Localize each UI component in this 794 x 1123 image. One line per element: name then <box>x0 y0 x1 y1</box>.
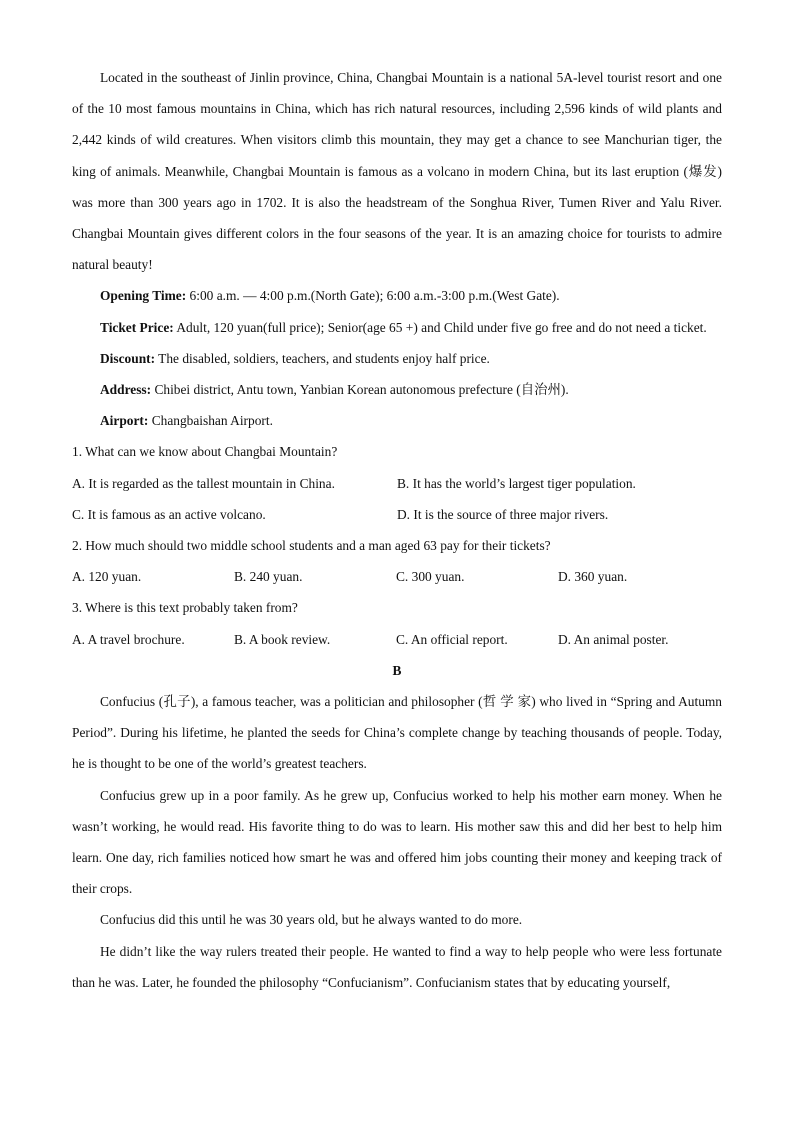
passage-b-paragraph-4: He didn’t like the way rulers treated their people. He wanted to find a way to help people who were less fortunate than he was. Later, he founded the philosophy “Confucianism”. Confucianism states that by educating yourself, <box>72 943 722 990</box>
opening-time-label: Opening Time: <box>100 288 187 304</box>
question-2-stem: 2. How much should two middle school students and a man aged 63 pay for their tickets? <box>72 538 551 554</box>
opening-time-value: 6:00 a.m. — 4:00 p.m.(North Gate); 6:00 a.m.-3:00 p.m.(West Gate). <box>186 288 560 304</box>
question-3-option-c: C. An official report. <box>396 631 508 647</box>
question-2-options <box>72 561 722 592</box>
question-3-option-d: D. An animal poster. <box>558 631 669 647</box>
passage-a-paragraph: Located in the southeast of Jinlin province, China, Changbai Mountain is a national 5A-level tourist resort and one of the 10 most famous mountains in China, which has rich natural resources, including 2,596 kinds of wild plants and 2,442 kinds of wild creatures. When visitors climb this mountain, they may get a chance to see Manchurian tiger, the king of animals. Meanwhile, Changbai Mountain is famous as a volcano in modern China, but its last eruption (爆发) was more than 300 years ago in 1702. It is also the headstream of the Songhua River, Tumen River and Yalu River. Changbai Mountain gives different colors in the four seasons of the year. It is an amazing choice for tourists to admire natural beauty! <box>72 70 722 273</box>
question-3-option-b: B. A book review. <box>234 631 331 647</box>
discount <box>72 343 722 374</box>
ticket-price <box>72 312 722 343</box>
question-3-option-a: A. A travel brochure. <box>72 631 185 647</box>
ticket-price-label: Ticket Price: <box>100 319 174 335</box>
discount-label: Discount: <box>100 350 156 366</box>
ticket-price-value: Adult, 120 yuan(full price); Senior(age 65 +) and Child under five go free and do not need a ticket. <box>173 319 707 335</box>
question-1-option-a: A. It is regarded as the tallest mountain in China. <box>72 475 335 491</box>
question-2-option-b: B. 240 yuan. <box>234 569 303 585</box>
question-1-option-b: B. It has the world’s largest tiger population. <box>397 475 636 491</box>
question-1-stem: 1. What can we know about Changbai Mountain? <box>72 444 338 460</box>
question-1-options-row-1 <box>72 468 722 499</box>
question-1-option-c: C. It is famous as an active volcano. <box>72 506 266 522</box>
passage-b-paragraph-1: Confucius (孔子), a famous teacher, was a politician and philosopher (哲 学 家) who lived in “Spring and Autumn Period”. During his lifetime, he planted the seeds for China’s complete change by teaching thousands of people. Today, he is thought to be one of the world’s greatest teachers. <box>72 694 722 772</box>
question-2-option-a: A. 120 yuan. <box>72 569 142 585</box>
question-2-option-d: D. 360 yuan. <box>558 569 628 585</box>
address-label: Address: <box>100 382 152 398</box>
question-1-option-d: D. It is the source of three major rivers. <box>397 506 609 522</box>
question-2-option-c: C. 300 yuan. <box>396 569 465 585</box>
address <box>72 374 722 405</box>
address-value: Chibei district, Antu town, Yanbian Korean autonomous prefecture (自治州). <box>151 382 569 398</box>
question-3-stem: 3. Where is this text probably taken from? <box>72 600 298 616</box>
question-3-options <box>72 624 722 655</box>
opening-time <box>72 280 722 311</box>
passage-b-paragraph-2: Confucius grew up in a poor family. As he grew up, Confucius worked to help his mother earn money. When he wasn’t working, he would read. His favorite thing to do was to learn. His mother saw this and did her best to help him learn. One day, rich families noticed how smart he was and offered him jobs counting their money and keeping track of their crops. <box>72 787 722 897</box>
passage-b-paragraph-3: Confucius did this until he was 30 years old, but he always wanted to do more. <box>100 912 523 928</box>
discount-value: The disabled, soldiers, teachers, and students enjoy half price. <box>155 350 490 366</box>
section-b-heading: B <box>392 662 402 678</box>
airport-value: Changbaishan Airport. <box>148 413 273 429</box>
question-1-options-row-2 <box>72 499 722 530</box>
airport-label: Airport: <box>100 413 149 429</box>
airport <box>72 405 722 436</box>
